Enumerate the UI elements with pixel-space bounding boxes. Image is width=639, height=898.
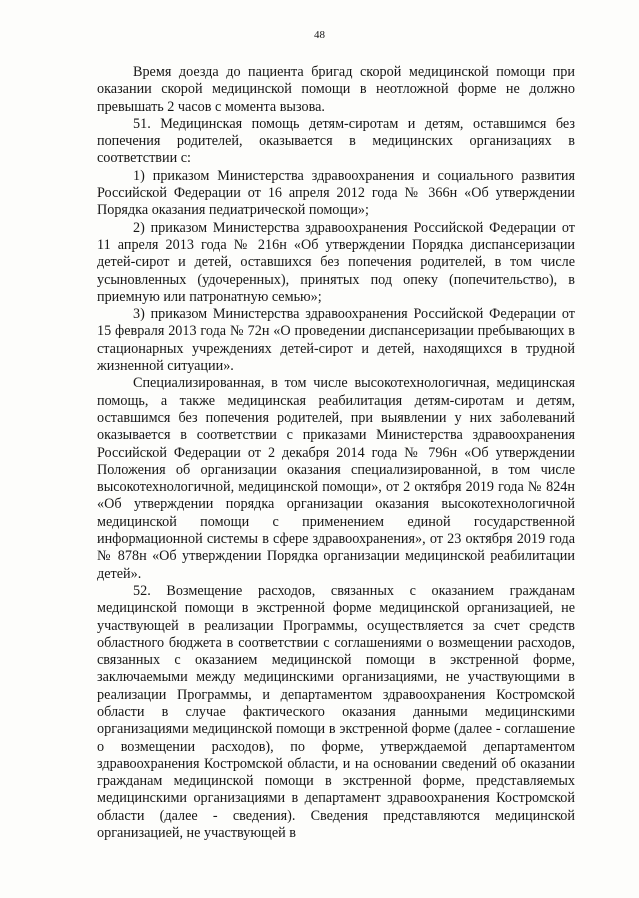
list-item-order-366n: 1) приказом Министерства здравоохранения и социального развития Российской Федерации от 16 апреля 2012 года № 366н «Об утверждении Порядка оказания педиатрической помощи»; bbox=[97, 167, 575, 219]
list-item-order-72n: 3) приказом Министерства здравоохранения Российской Федерации от 15 февраля 2013 года № 72н «О проведении диспансеризации пребывающих в стационарных учреждениях детей-сирот и детей, находящихся в трудной жизненной ситуации». bbox=[97, 306, 575, 375]
page-number: 48 bbox=[314, 29, 325, 41]
paragraph-travel-time: Время доезда до пациента бригад скорой медицинской помощи при оказании скорой медицинской помощи в неотложной форме не должно превышать 2 часов с момента вызова. bbox=[97, 64, 575, 115]
list-item-order-216n: 2) приказом Министерства здравоохранения Российской Федерации от 11 апреля 2013 года № 216н «Об утверждении Порядка диспансеризации детей-сирот и детей, оставшихся без попечения родителей, в том числе усыновленных (удочеренных), принятых под опеку (попечительство), в приемную или патронатную семью»; bbox=[97, 219, 575, 305]
paragraph-specialized-care: Специализированная, в том числе высокотехнологичная, медицинская помощь, а также медицинская реабилитация детям-сиротам и детям, оставшимся без попечения родителей, при выявлении у них заболеваний оказывается в соответствии с приказами Министерства здравоохранения Российской Федерации от 2 декабря 2014 года № 796н «Об утверждении Положения об организации оказания специализированной, в том числе высокотехнологичной, медицинской помощи», от 2 октября 2019 года № 824н «Об утверждении порядка организации оказания высокотехнологичной медицинской помощи с применением единой государственной информационной системы в сфере здравоохранения», от 23 октября 2019 года № 878н «Об утверждении Порядка организации медицинской реабилитации детей». bbox=[97, 375, 575, 582]
paragraph-52-reimbursement: 52. Возмещение расходов, связанных с оказанием гражданам медицинской помощи в экстренной форме медицинской организацией, не участвующей в реализации Программы, осуществляется за счет средств областного бюджета в соответствии с соглашениями о возмещении расходов, связанных с оказанием медицинской помощи в экстренной форме, заключаемыми между медицинскими организациями, не участвующими в реализации Программы, и департаментом здравоохранения Костромской области в случае фактического оказания данными медицинскими организациями медицинской помощи в экстренной форме (далее - соглашение о возмещении расходов), по форме, утверждаемой департаментом здравоохранения Костромской области, и на основании сведений об оказании гражданам медицинской помощи в экстренной форме, представляемых медицинскими организациями в департамент здравоохранения Костромской области (далее - сведения). Сведения представляются медицинской организацией, не участвующей в bbox=[97, 582, 575, 842]
paragraph-51-orphans-care: 51. Медицинская помощь детям-сиротам и детям, оставшимся без попечения родителей, оказывается в медицинских организациях в соответствии с: bbox=[97, 115, 575, 167]
document-body bbox=[97, 64, 575, 842]
